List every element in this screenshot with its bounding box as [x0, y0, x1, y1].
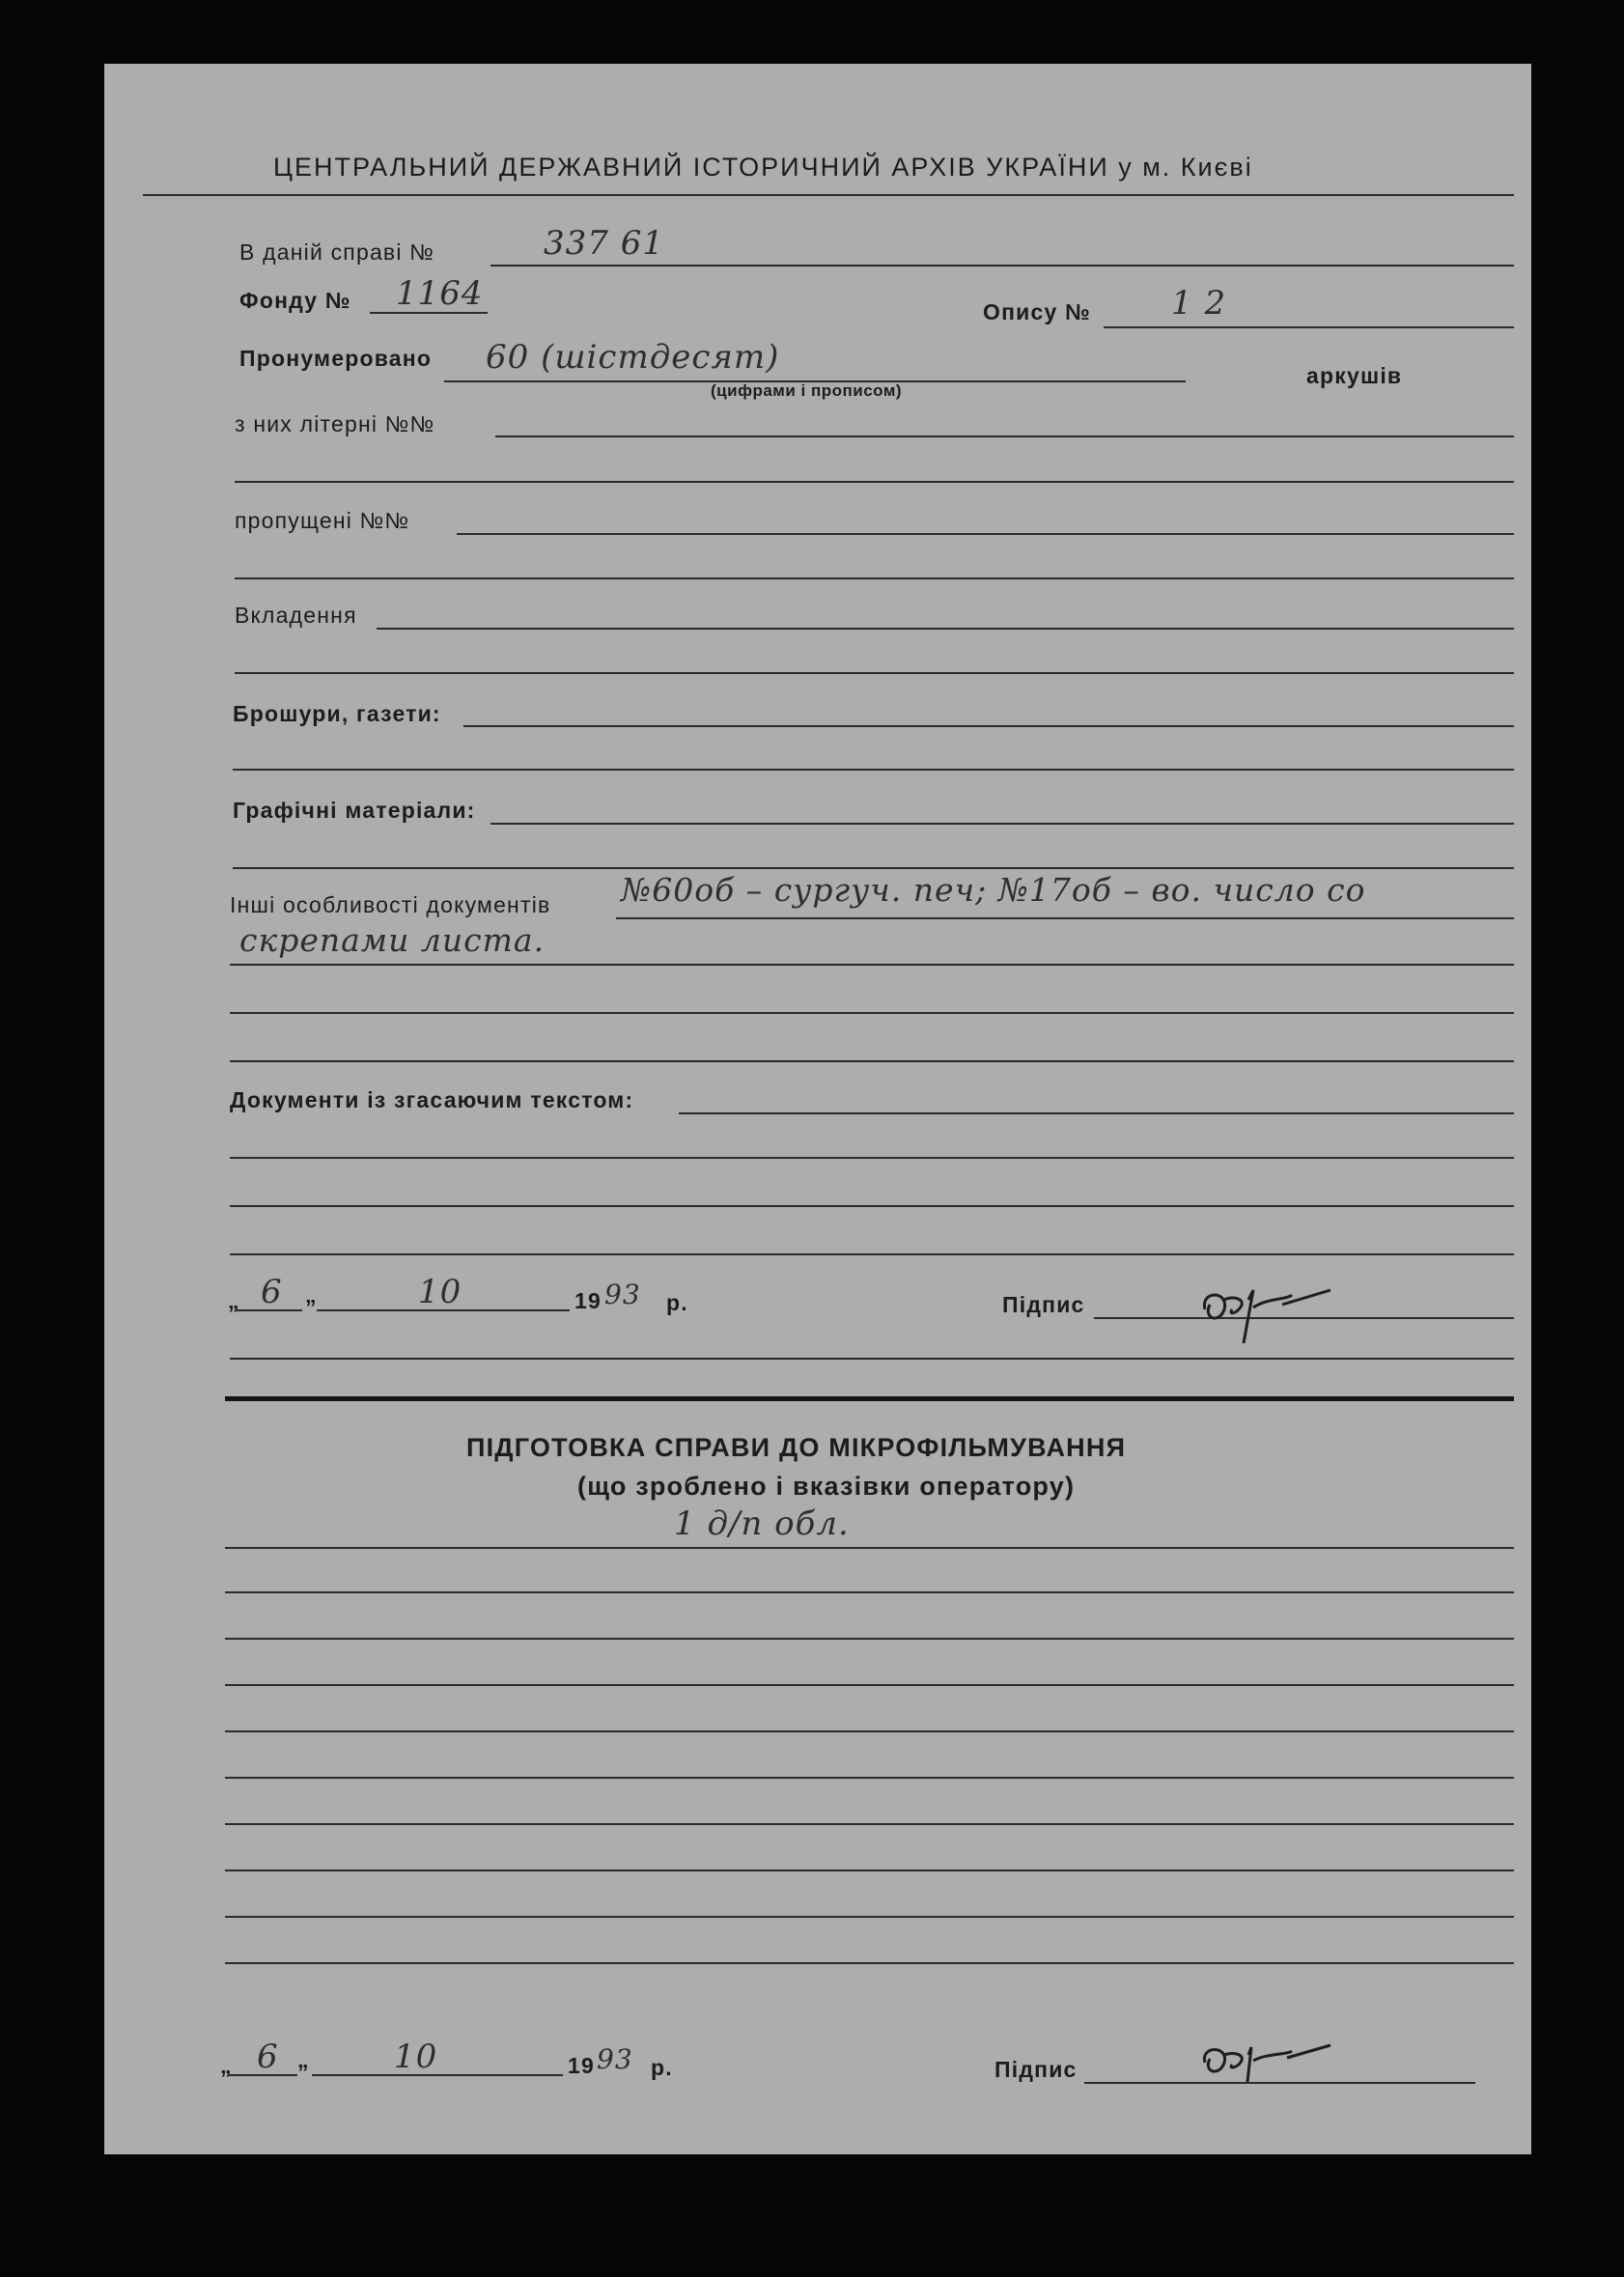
skipped-label: пропущені №№ — [235, 508, 410, 533]
microfilm-line-9 — [225, 1916, 1514, 1918]
letter-label: з них літерні №№ — [235, 411, 435, 436]
microfilm-line-2 — [225, 1591, 1514, 1593]
microfilm-line-10 — [225, 1962, 1514, 1964]
signature-label: Підпис — [1002, 1292, 1085, 1317]
date-year-prefix: 19 — [574, 1288, 602, 1313]
opys-label: Опису № — [983, 299, 1091, 324]
microfilm-line-5 — [225, 1730, 1514, 1732]
other-value-1: №60об – сургуч. печ; №17об – во. число со — [621, 871, 1366, 909]
other-line-1 — [616, 917, 1514, 919]
other-label: Інші особливості документів — [230, 892, 551, 917]
other-value-2: скрепами листа. — [239, 921, 546, 959]
numbered-value: 60 (шістдесят) — [486, 338, 780, 377]
mf-signature-mark — [1195, 2034, 1359, 2092]
opys-line — [1104, 326, 1514, 328]
letter-line-1 — [495, 436, 1514, 437]
section-divider — [225, 1396, 1514, 1401]
microfilm-line-7 — [225, 1823, 1514, 1825]
microfilm-subtitle: (що зроблено і вказівки оператору) — [577, 1472, 1076, 1501]
inserts-label: Вкладення — [235, 603, 357, 628]
mf-date-suffix: р. — [651, 2055, 673, 2080]
date-year-suffix: 93 — [604, 1279, 641, 1310]
date-day: 6 — [261, 1273, 283, 1311]
microfilm-line-8 — [225, 1869, 1514, 1871]
microfilm-note: 1 д/п обл. — [674, 1504, 850, 1543]
microfilm-line-6 — [225, 1777, 1514, 1779]
graphics-line-1 — [490, 823, 1514, 825]
other-line-4 — [230, 1060, 1514, 1062]
mf-date-year-prefix: 19 — [568, 2053, 595, 2078]
graphics-label: Графічні матеріали: — [233, 798, 476, 823]
inserts-line-1 — [377, 628, 1514, 630]
microfilm-line-1 — [225, 1547, 1514, 1549]
mf-date-day: 6 — [257, 2038, 279, 2076]
skipped-line-2 — [235, 577, 1514, 579]
brochures-line-2 — [233, 769, 1514, 771]
mf-date-year-suffix: 93 — [597, 2043, 633, 2075]
date-suffix: р. — [666, 1290, 688, 1315]
skipped-line-1 — [457, 533, 1514, 535]
brochures-label: Брошури, газети: — [233, 701, 441, 726]
fading-line-4 — [230, 1253, 1514, 1255]
signature-mark — [1195, 1271, 1359, 1348]
case-value: 337 61 — [544, 224, 664, 263]
fading-line-1 — [679, 1112, 1514, 1114]
opys-value: 1 2 — [1171, 284, 1227, 323]
brochures-line-1 — [463, 725, 1514, 727]
microfilm-line-4 — [225, 1684, 1514, 1686]
fading-line-2 — [230, 1157, 1514, 1159]
fond-label: Фонду № — [239, 288, 351, 313]
date-quote-open: „ — [228, 1288, 240, 1313]
graphics-line-2 — [233, 867, 1514, 869]
mf-date-day-line — [228, 2074, 297, 2076]
other-line-3 — [230, 1012, 1514, 1014]
date-quote-close: „ — [305, 1282, 318, 1307]
numbered-label: Пронумеровано — [239, 346, 433, 371]
letter-line-2 — [235, 481, 1514, 483]
fading-label: Документи із згасаючим текстом: — [230, 1087, 634, 1112]
microfilm-title: ПІДГОТОВКА СПРАВИ ДО МІКРОФІЛЬМУВАННЯ — [466, 1433, 1127, 1462]
mf-date-quote-close: „ — [297, 2047, 310, 2072]
archive-title: ЦЕНТРАЛЬНИЙ ДЕРЖАВНИЙ ІСТОРИЧНИЙ АРХІВ УКРАЇНИ у м. Києві — [273, 153, 1253, 182]
numbered-hint: (цифрами і прописом) — [711, 381, 903, 400]
header-rule — [143, 194, 1514, 196]
other-line-2 — [230, 964, 1514, 966]
inserts-line-2 — [235, 672, 1514, 674]
bottom-line-1 — [230, 1358, 1514, 1360]
case-label: В даній справі № — [239, 239, 435, 265]
sheets-label: аркушів — [1306, 363, 1403, 388]
fond-value: 1164 — [396, 274, 484, 313]
date-month: 10 — [418, 1273, 462, 1311]
fading-line-3 — [230, 1205, 1514, 1207]
date-day-line — [235, 1309, 302, 1311]
mf-signature-label: Підпис — [994, 2057, 1078, 2082]
case-line — [490, 265, 1514, 267]
microfilm-line-3 — [225, 1638, 1514, 1640]
mf-date-month: 10 — [394, 2038, 438, 2076]
archive-form-sheet — [104, 64, 1531, 2154]
mf-date-quote-open: „ — [220, 2053, 233, 2078]
